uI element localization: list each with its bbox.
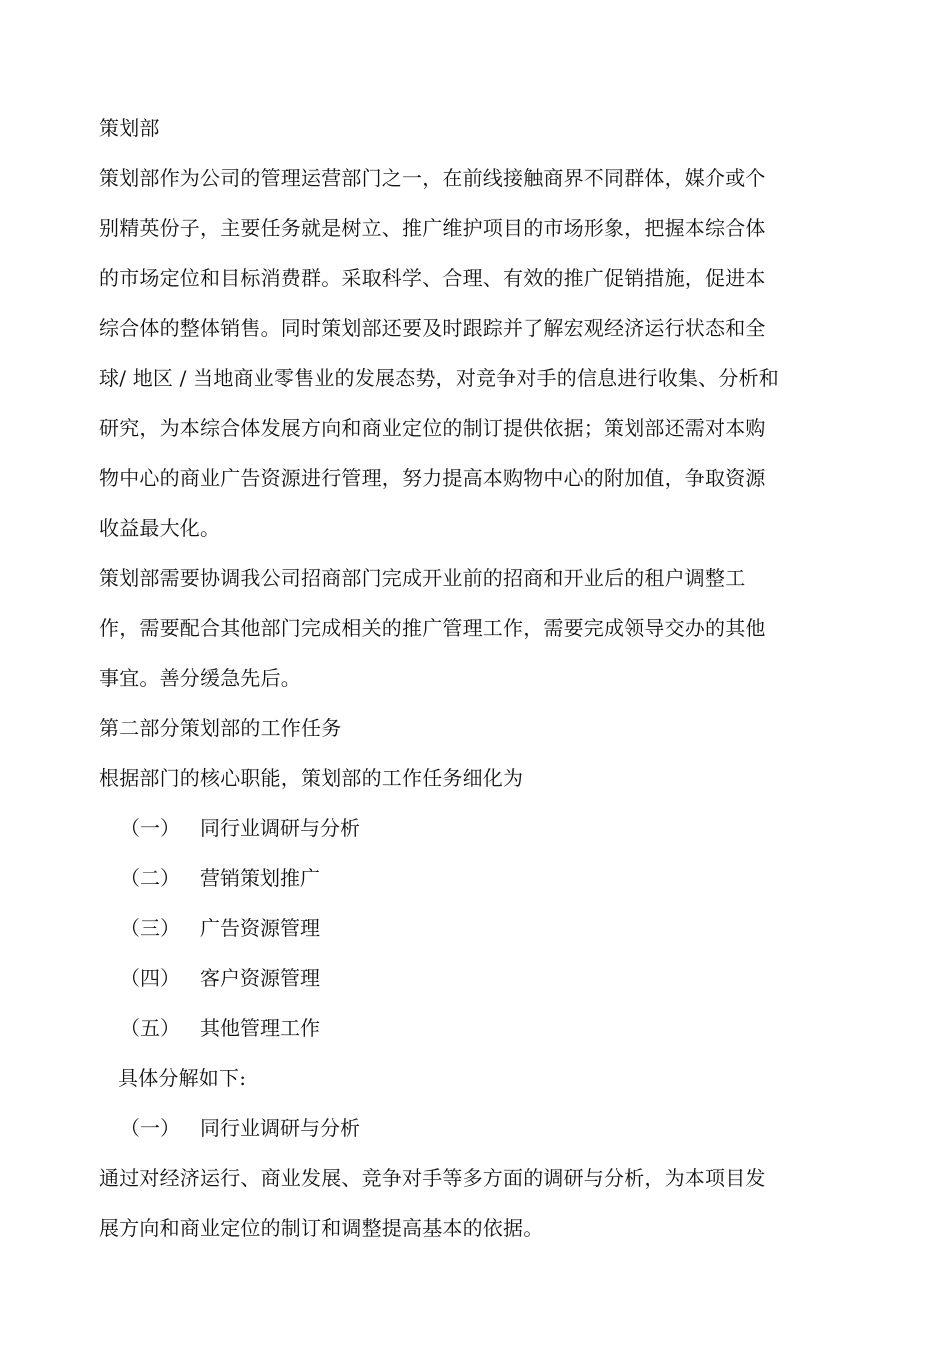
paragraph-1-line-5: 球/ 地区 / 当地商业零售业的发展态势，对竞争对手的信息进行收集、分析和: [99, 366, 779, 390]
section-2-title: 第二部分策划部的工作任务: [99, 716, 342, 740]
sub-item-number: （一）: [120, 1116, 180, 1140]
task-item-text: 广告资源管理: [200, 916, 320, 940]
paragraph-1-line-1: 策划部作为公司的管理运营部门之一，在前线接触商界不同群体，媒介或个: [99, 166, 766, 190]
task-item-number: （四）: [120, 966, 180, 990]
task-item-number: （二）: [120, 866, 180, 890]
task-item-text: 同行业调研与分析: [200, 816, 360, 840]
section-heading: 策划部: [99, 116, 160, 140]
final-paragraph-line-2: 展方向和商业定位的制订和调整提高基本的依据。: [99, 1216, 544, 1240]
paragraph-1-line-8: 收益最大化。: [99, 516, 221, 540]
paragraph-2-line-2: 作，需要配合其他部门完成相关的推广管理工作，需要完成领导交办的其他: [99, 616, 766, 640]
paragraph-2-line-3: 事宜。善分缓急先后。: [99, 666, 301, 690]
paragraph-2-line-1: 策划部需要协调我公司招商部门完成开业前的招商和开业后的租户调整工: [99, 566, 746, 590]
paragraph-1-line-6: 研究，为本综合体发展方向和商业定位的制订提供依据；策划部还需对本购: [99, 416, 766, 440]
paragraph-1-line-7: 物中心的商业广告资源进行管理，努力提高本购物中心的附加值，争取资源: [99, 466, 766, 490]
task-item-number: （三）: [120, 916, 180, 940]
task-item-number: （五）: [120, 1016, 180, 1040]
task-item-text: 营销策划推广: [200, 866, 320, 890]
paragraph-1-line-4: 综合体的整体销售。同时策划部还要及时跟踪并了解宏观经济运行状态和全: [99, 316, 766, 340]
section-2-intro: 根据部门的核心职能，策划部的工作任务细化为: [99, 766, 524, 790]
task-item-text: 其他管理工作: [200, 1016, 320, 1040]
paragraph-1-line-2: 别精英份子，主要任务就是树立、推广维护项目的市场形象，把握本综合体: [99, 216, 766, 240]
breakdown-label: 具体分解如下:: [118, 1066, 247, 1090]
task-item-text: 客户资源管理: [200, 966, 320, 990]
paragraph-1-line-3: 的市场定位和目标消费群。采取科学、合理、有效的推广促销措施，促进本: [99, 266, 766, 290]
final-paragraph-line-1: 通过对经济运行、商业发展、竞争对手等多方面的调研与分析，为本项目发: [99, 1166, 766, 1190]
task-item-number: （一）: [120, 816, 180, 840]
sub-item-text: 同行业调研与分析: [200, 1116, 360, 1140]
